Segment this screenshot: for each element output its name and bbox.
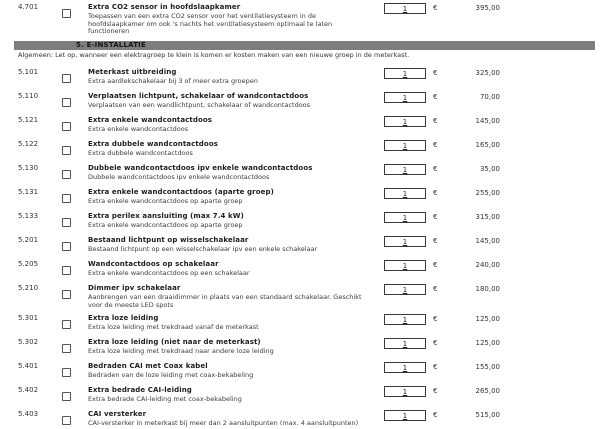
option-text [88,68,384,86]
currency-symbol: € [433,261,438,269]
checkbox-cell [62,164,88,183]
option-price: 145,00 [475,117,500,125]
option-text [88,116,384,134]
option-title: Dubbele wandcontactdoos ipv enkele wandcontactdoos [88,164,313,172]
option-row [18,236,595,255]
option-description: Verplaatsen van een wandlichtpunt, schakelaar of wandcontactdoos [88,101,311,109]
option-description: Bedraden van de loze leiding met coax-bekabeling [88,371,254,379]
option-checkbox[interactable] [62,218,71,227]
option-description: CAI-versterker in meterkast bij meer dan 2 aansluitpunten (max. 4 aansluitpunten) [88,419,359,427]
checkbox-cell [62,116,88,135]
option-text [88,362,384,380]
quantity-input[interactable] [384,236,426,247]
section-header-bar [14,41,595,50]
option-code: 5.201 [18,236,39,244]
quantity-input[interactable] [384,3,426,14]
option-price: 255,00 [475,189,500,197]
option-text [88,212,384,230]
option-price: 125,00 [475,315,500,323]
option-text [88,140,384,158]
option-row [18,314,595,333]
option-code: 5.401 [18,362,39,370]
option-title: Extra loze leiding [88,314,159,322]
option-checkbox[interactable] [62,368,71,377]
option-row [18,188,595,207]
option-checkbox[interactable] [62,9,71,18]
option-text [88,92,384,110]
intro-rows [18,3,595,36]
option-price: 395,00 [475,4,500,12]
currency-symbol: € [433,4,438,12]
option-description: Extra loze leiding met trekdraad vanaf de meterkast [88,323,259,331]
option-description: Extra enkele wandcontactdoos op aparte groep [88,221,243,229]
option-row [18,386,595,405]
option-checkbox[interactable] [62,344,71,353]
option-text [88,386,384,404]
checkbox-cell [62,314,88,333]
option-checkbox[interactable] [62,266,71,275]
quantity-cell [384,164,430,175]
checkbox-cell [62,236,88,255]
quantity-cell [384,236,430,247]
option-description: Bestaand lichtpunt op een wisselschakelaar ipv een enkele schakelaar [88,245,318,253]
option-checkbox[interactable] [62,194,71,203]
option-text [88,284,384,309]
quantity-cell [384,3,430,14]
checkbox-cell [62,140,88,159]
option-rows [18,68,595,429]
option-code: 5.302 [18,338,39,346]
option-title: Bestaand lichtpunt op wisselschakelaar [88,236,249,244]
quantity-input[interactable] [384,260,426,271]
quantity-input[interactable] [384,410,426,421]
option-price: 315,00 [475,213,500,221]
option-row [18,164,595,183]
quantity-input[interactable] [384,338,426,349]
option-checkbox[interactable] [62,146,71,155]
quantity-input[interactable] [384,116,426,127]
checkbox-cell [62,68,88,87]
option-description: Dubbele wandcontactdoos ipv enkele wandcontactdoos [88,173,270,181]
quantity-cell [384,362,430,373]
option-price: 515,00 [475,411,500,419]
option-code: 5.121 [18,116,39,124]
checkbox-cell [62,284,88,303]
currency-symbol: € [433,237,438,245]
option-code: 5.130 [18,164,39,172]
currency-symbol: € [433,69,438,77]
checkbox-cell [62,386,88,405]
option-text [88,410,384,428]
quantity-input[interactable] [384,140,426,151]
option-title: Extra enkele wandcontactdoos (aparte groep) [88,188,274,196]
option-code: 5.131 [18,188,39,196]
option-text [88,338,384,356]
currency-symbol: € [433,339,438,347]
option-title: Extra bedrade CAI-leiding [88,386,192,394]
option-code: 4.701 [18,3,39,11]
option-text [88,3,384,36]
option-row [18,212,595,231]
checkbox-cell [62,212,88,231]
option-text [88,260,384,278]
option-code: 5.110 [18,92,39,100]
currency-symbol: € [433,315,438,323]
quantity-cell [384,284,430,295]
checkbox-cell [62,338,88,357]
option-checkbox[interactable] [62,170,71,179]
option-price: 145,00 [475,237,500,245]
quantity-cell [384,68,430,79]
option-row [18,92,595,111]
quantity-input[interactable] [384,386,426,397]
option-price: 35,00 [479,165,500,173]
option-description: Extra bedrade CAI-leiding met coax-bekabeling [88,395,242,403]
option-text [88,188,384,206]
section-note: Algemeen: Let op, wanneer een elektragroep te klein is komen er kosten maken van een nieuwe groep in de meterkast. [18,50,410,59]
quantity-cell [384,338,430,349]
option-code: 5.133 [18,212,39,220]
quantity-cell [384,260,430,271]
option-title: Extra loze leiding (niet naar de meterkast) [88,338,261,346]
option-title: Meterkast uitbreiding [88,68,177,76]
option-row [18,3,595,36]
quantity-input[interactable] [384,362,426,373]
option-title: Verplaatsen lichtpunt, schakelaar of wandcontactdoos [88,92,309,100]
quantity-cell [384,140,430,151]
quantity-input[interactable] [384,284,426,295]
option-price: 70,00 [479,93,500,101]
quantity-cell [384,212,430,223]
checkbox-cell [62,3,88,22]
option-code: 5.210 [18,284,39,292]
option-price: 325,00 [475,69,500,77]
currency-symbol: € [433,411,438,419]
checkbox-cell [62,260,88,279]
quantity-cell [384,386,430,397]
quantity-cell [384,410,430,421]
section-header-label: 5. E-INSTALLATIE [76,40,146,49]
quantity-input[interactable] [384,212,426,223]
checkbox-cell [62,410,88,429]
option-checkbox[interactable] [62,320,71,329]
currency-symbol: € [433,141,438,149]
option-row [18,68,595,87]
option-title: Bedraden CAI met Coax kabel [88,362,208,370]
quantity-cell [384,116,430,127]
option-description: Extra aardlekschakelaar bij 3 of meer extra groepen [88,77,258,85]
currency-symbol: € [433,387,438,395]
option-price: 165,00 [475,141,500,149]
quantity-input[interactable] [384,314,426,325]
currency-symbol: € [433,213,438,221]
option-title: Wandcontactdoos op schakelaar [88,260,219,268]
currency-symbol: € [433,363,438,371]
option-checkbox[interactable] [62,242,71,251]
quantity-input[interactable] [384,164,426,175]
option-description: Extra enkele wandcontactdoos op aparte groep [88,197,243,205]
option-title: Extra perilex aansluiting (max 7.4 kW) [88,212,244,220]
option-price: 240,00 [475,261,500,269]
option-price: 265,00 [475,387,500,395]
option-checkbox[interactable] [62,122,71,131]
option-row [18,140,595,159]
option-title: Extra enkele wandcontactdoos [88,116,213,124]
quantity-cell [384,188,430,199]
currency-symbol: € [433,93,438,101]
option-price: 155,00 [475,363,500,371]
option-title: Extra dubbele wandcontactdoos [88,140,218,148]
option-description: Extra dubbele wandcontactdoos [88,149,193,157]
option-description: Extra enkele wandcontactdoos op een schakelaar [88,269,250,277]
checkbox-cell [62,188,88,207]
option-row [18,338,595,357]
option-text [88,236,384,254]
option-row [18,260,595,279]
option-title: Extra CO2 sensor in hoofdslaapkamer [88,3,241,11]
option-checkbox[interactable] [62,98,71,107]
option-description: Extra enkele wandcontactdoos [88,125,189,133]
option-row [18,362,595,381]
checkbox-cell [62,92,88,111]
option-description: Extra loze leiding met trekdraad naar andere loze leiding [88,347,274,355]
quantity-input[interactable] [384,68,426,79]
option-code: 5.101 [18,68,39,76]
option-code: 5.122 [18,140,39,148]
option-price: 180,00 [475,285,500,293]
option-description: Aanbrengen van een draaidimmer in plaats van een standaard schakelaar. Geschikt voor de meeste LED spots [88,293,362,309]
option-title: CAI versterker [88,410,147,418]
option-code: 5.301 [18,314,39,322]
option-code: 5.403 [18,410,39,418]
option-row [18,116,595,135]
quantity-cell [384,92,430,103]
option-title: Dimmer ipv schakelaar [88,284,181,292]
currency-symbol: € [433,189,438,197]
option-code: 5.402 [18,386,39,394]
option-row [18,410,595,429]
option-price: 125,00 [475,339,500,347]
option-checkbox[interactable] [62,290,71,299]
option-row [18,284,595,309]
quantity-input[interactable] [384,188,426,199]
quantity-input[interactable] [384,92,426,103]
option-checkbox[interactable] [62,74,71,83]
option-description: Toepassen van een extra CO2 sensor voor het ventilatiesysteem in de hoofdslaapkamer om ook 's nachts het ventilatiesysteem optimaal te laten functioneren [88,12,333,35]
option-checkbox[interactable] [62,416,71,425]
option-code: 5.205 [18,260,39,268]
currency-symbol: € [433,165,438,173]
currency-symbol: € [433,285,438,293]
quantity-cell [384,314,430,325]
currency-symbol: € [433,117,438,125]
option-text [88,164,384,182]
checkbox-cell [62,362,88,381]
option-text [88,314,384,332]
